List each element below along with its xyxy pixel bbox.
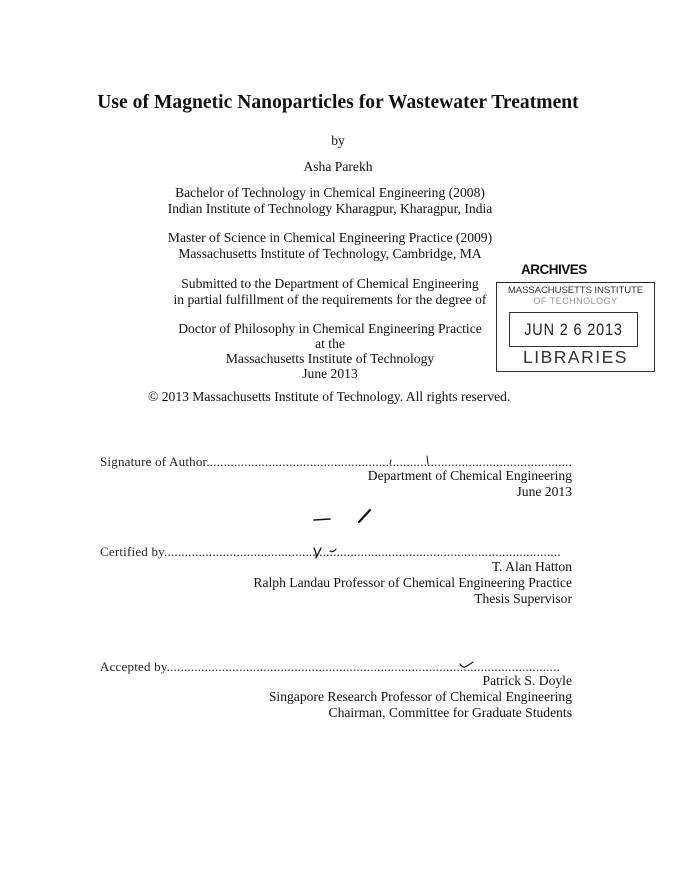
signature-stroke: [460, 662, 473, 667]
degree-master-institution: Massachusetts Institute of Technology, Cambridge, MA: [178, 246, 482, 261]
author-department: Department of Chemical Engineering: [367, 468, 572, 483]
submission-line: Submitted to the Department of Chemical Engineering: [181, 276, 479, 291]
copyright-notice: © 2013 Massachusetts Institute of Technology. All rights reserved.: [148, 389, 511, 404]
by-label: by: [331, 133, 345, 148]
certified-by-label: Certified by: [100, 544, 165, 559]
chair-title: Singapore Research Professor of Chemical Engineering: [268, 689, 572, 704]
thesis-title: Use of Magnetic Nanoparticles for Wastewater Treatment: [97, 92, 579, 113]
signature-stroke: [330, 549, 336, 552]
author-name: Asha Parekh: [303, 159, 373, 174]
stamp-institution-line2: OF TECHNOLOGY: [533, 296, 618, 306]
degree-bachelor: [160, 185, 500, 217]
degree-sought: [160, 321, 500, 381]
chair-name: Patrick S. Doyle: [482, 673, 572, 688]
signature-stroke: [390, 460, 391, 464]
chair-signature-marks: [455, 656, 495, 672]
supervisor-role: Thesis Supervisor: [474, 591, 572, 606]
signature-dots: ...................................................................................................................: [164, 544, 561, 559]
author-signature-label: Signature of Author: [100, 454, 207, 469]
author-signature-marks: [380, 452, 520, 468]
stamp-libraries: LIBRARIES: [523, 347, 628, 367]
signature-dots: ..........................................................................................................: [206, 454, 572, 469]
accepted-by-label: Accepted by: [100, 659, 167, 674]
stamp-institution-line1: MASSACHUSETTS INSTITUTE: [507, 285, 644, 296]
chair-role: Chairman, Committee for Graduate Students: [328, 705, 572, 720]
signature-stroke: [314, 548, 321, 558]
handwritten-signature-marks: [300, 500, 380, 530]
degree-sought-at: at the: [315, 336, 345, 351]
degree-sought-name: Doctor of Philosophy in Chemical Engineering Practice: [178, 321, 482, 336]
degree-master: [160, 230, 500, 262]
author-date: June 2013: [516, 484, 572, 499]
submission-line: in partial fulfillment of the requirements for the degree of: [173, 292, 487, 307]
signature-stroke: [359, 510, 370, 522]
submission-statement: [160, 276, 500, 308]
degree-sought-institution: Massachusetts Institute of Technology: [225, 351, 435, 366]
signature-stroke: [427, 456, 428, 464]
library-stamp: [496, 282, 655, 372]
degree-bachelor-institution: Indian Institute of Technology Kharagpur, Kharagpur, India: [167, 201, 493, 216]
supervisor-title: Ralph Landau Professor of Chemical Engineering Practice: [253, 575, 572, 590]
archives-stamp-header: ARCHIVES: [521, 261, 587, 278]
degree-sought-date: June 2013: [302, 366, 358, 381]
stamp-date-box: [509, 312, 638, 347]
degree-bachelor-title: Bachelor of Technology in Chemical Engineering (2008): [175, 185, 485, 200]
signature-stroke: [314, 519, 330, 520]
signature-dots: ..................................................................................................................: [166, 659, 560, 674]
supervisor-name: T. Alan Hatton: [491, 559, 572, 574]
degree-master-title: Master of Science in Chemical Engineering Practice (2009): [167, 230, 493, 245]
stamp-date: JUN 2 6 2013: [524, 320, 623, 339]
